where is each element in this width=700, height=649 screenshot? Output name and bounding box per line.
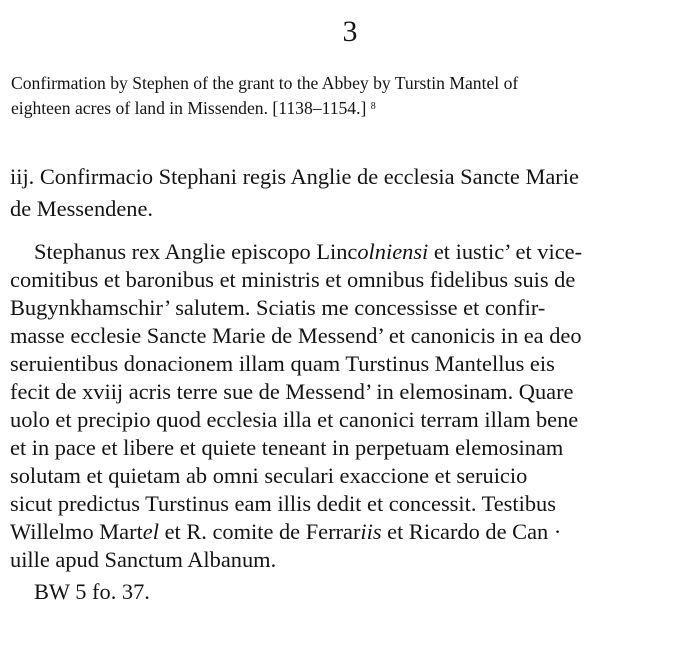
charter-line-11-italic-1: el — [142, 519, 159, 544]
charter-line-11-a: Willelmo Mart — [10, 519, 143, 544]
charter-line-9: solutam et quietam ab omni seculari exaccione et seruicio — [10, 463, 528, 488]
charter-line-10: sicut predictus Turstinus eam illis dedit et concessit. Testibus — [10, 491, 556, 516]
summary-line-2 — [11, 95, 700, 120]
charter-line-3: Bugynkhamschir’ salutem. Sciatis me concessisse et confir- — [10, 295, 546, 320]
summary-line-1: Confirmation by Stephen of the grant to the Abbey by Turstin Mantel of — [11, 73, 519, 93]
charter-line-11 — [10, 518, 561, 546]
charter-line-1-c: et iustic’ et vice- — [428, 239, 583, 264]
manuscript-reference: BW 5 fo. 37. — [34, 579, 150, 604]
charter-line-6: fecit de xviij acris terre sue de Messend’ in elemosinam. Quare — [10, 379, 574, 404]
charter-line-2: comitibus et baronibus et ministris et omnibus fidelibus suis de — [10, 267, 576, 292]
document-summary — [11, 72, 700, 120]
charter-line-1-italic: olniensi — [357, 239, 429, 264]
summary-line-2-text: eighteen acres of land in Missenden. [1138–1154.] — [11, 98, 367, 118]
charter-line-5: seruientibus donacionem illam quam Turstinus Mantellus eis — [10, 351, 555, 376]
page-number: 3 — [342, 15, 358, 48]
charter-line-11-italic-2: iis — [360, 519, 382, 544]
line-break-mark: · — [553, 519, 562, 544]
charter-line-11-e: et Ricardo de Can — [381, 519, 549, 544]
charter-line-11-c: et R. comite de Ferrar — [158, 519, 361, 544]
heading-line-1: iij. Confirmacio Stephani regis Anglie de ecclesia Sancte Marie — [10, 164, 579, 189]
charter-line-1-a: Stephanus rex Anglie episcopo Linc — [34, 239, 358, 264]
charter-line-4: masse ecclesie Sancte Marie de Messend’ et canonicis in ea deo — [10, 323, 582, 348]
heading-line-2: de Messendene. — [10, 196, 154, 221]
charter-line-7: uolo et precipio quod ecclesia illa et canonici terram illam bene — [10, 407, 579, 432]
charter-line-12: uille apud Sanctum Albanum. — [10, 547, 277, 572]
charter-line-8: et in pace et libere et quiete teneant in perpetuam elemosinam — [10, 435, 564, 460]
footnote-mark: 8 — [370, 101, 376, 112]
charter-line-1 — [34, 238, 582, 266]
